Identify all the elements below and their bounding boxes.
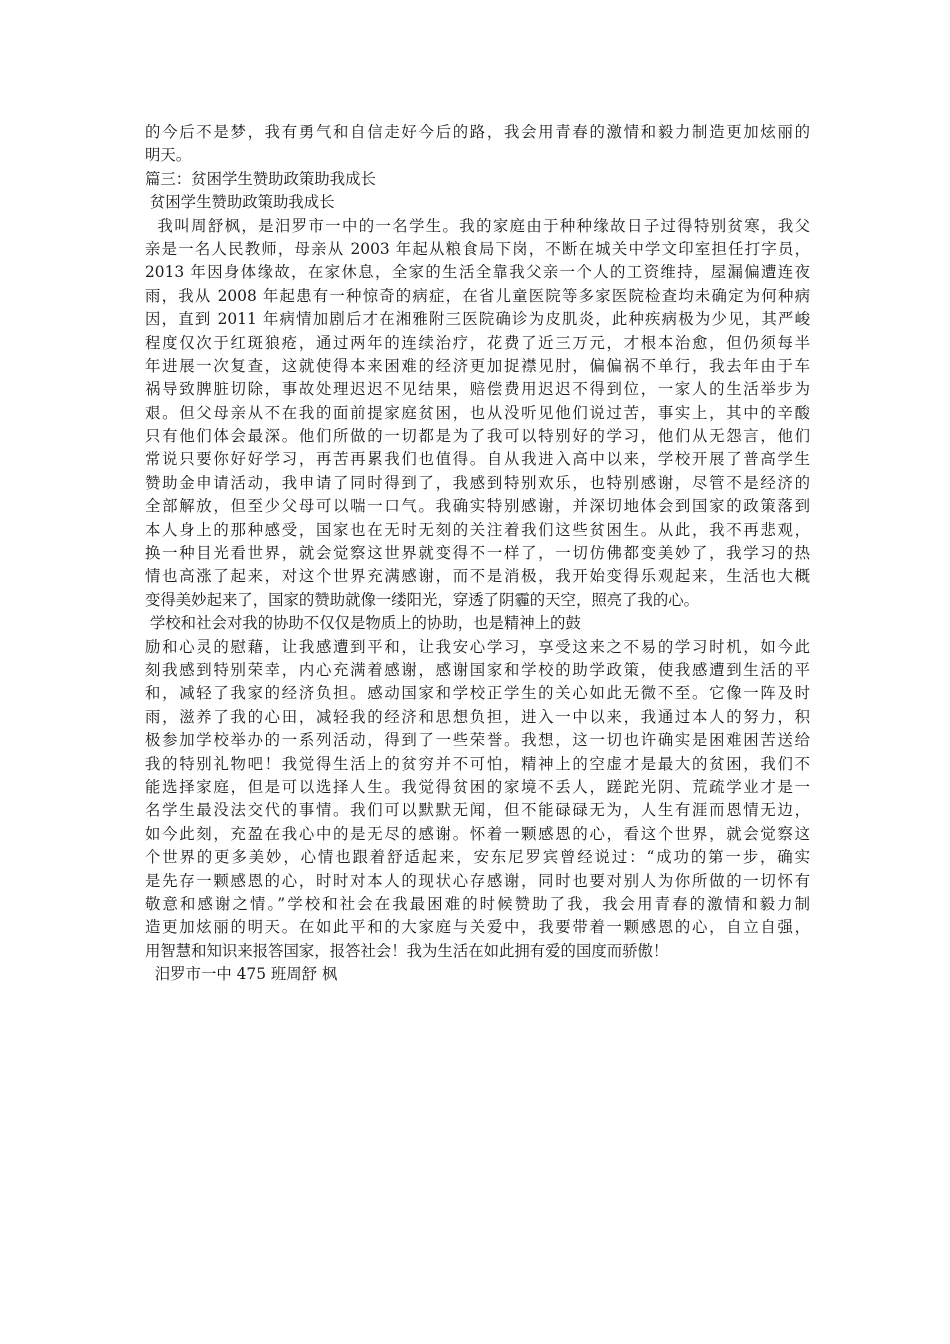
text-line: 情也高涨了起来，对这个世界充满感谢，而不是消极，我开始变得乐观起来，生活也大概 [145, 567, 810, 586]
text-line: 因，直到 2011 年病情加剧后才在湘雅附三医院确诊为皮肌炎，此种疾病极为少见，其严峻 [145, 310, 810, 329]
text-line: 的今后不是梦，我有勇气和自信走好今后的路，我会用青春的激情和毅力制造更加炫丽的 [145, 123, 810, 141]
text-line: 刻我感到特别荣幸，内心充满着感谢，感谢国家和学校的助学政策，使我感遭到生活的平 [145, 660, 810, 679]
text-line: 年进展一次复查，这就使得本来困难的经济更加捉襟见肘，偏偏祸不单行，我去年由于车 [145, 356, 810, 375]
text-line: 变得美妙起来了，国家的赞助就像一缕阳光，穿透了阴霾的天空，照亮了我的心。 [145, 590, 700, 609]
text-line: 2013 年因身体缘故，在家休息，全家的生活全靠我父亲一个人的工资维持，屋漏偏遭连夜 [145, 263, 810, 282]
text-line: 明天。 [145, 146, 192, 165]
text-line: 造更加炫丽的明天。在如此平和的大家庭与关爱中，我要带着一颗感恩的心，自立自强， [145, 918, 810, 937]
text-line: 我的特别礼物吧！我觉得生活上的贫穷并不可怕，精神上的空虚才是最大的贫困，我们不 [145, 754, 810, 773]
text-line: 赞助金申请活动，我申请了同时得到了，我感到特别欢乐，也特别感谢，尽管不是经济的 [145, 473, 810, 492]
document-body [145, 121, 810, 986]
text-line: 名学生最没法交代的事情。我们可以默默无闻，但不能碌碌无为，人生有涯而恩情无边， [145, 801, 810, 820]
text-line: 换一种目光看世界，就会觉察这世界就变得不一样了，一切仿佛都变美妙了，我学习的热 [145, 544, 810, 563]
text-line: 篇三：贫困学生赞助政策助我成长 [145, 169, 376, 188]
text-line: 常说只要你好好学习，再苦再累我们也值得。自从我进入高中以来，学校开展了普高学生 [145, 450, 810, 469]
text-line: 艰。但父母亲从不在我的面前提家庭贫困，也从没听见他们说过苦，事实上，其中的辛酸 [145, 403, 810, 422]
text-line: 亲是一名人民教师，母亲从 2003 年起从粮食局下岗，不断在城关中学文印室担任打字员， [145, 239, 810, 258]
text-line: 是先存一颗感恩的心，时时对本人的现状心存感谢，同时也要对别人为你所做的一切怀有 [145, 871, 810, 890]
text-line: 雨，我从 2008 年起患有一种惊奇的病症，在省儿童医院等多家医院检查均未确定为何种病 [145, 286, 810, 305]
text-line: 本人身上的那种感受，国家也在无时无刻的关注着我们这些贫困生。从此，我不再悲观， [145, 520, 810, 539]
text-line: 程度仅次于红斑狼疮，通过两年的连续治疗，花费了近三万元，才根本治愈，但仍须每半 [145, 333, 810, 352]
text-line: 雨，滋养了我的心田，减轻我的经济和思想负担，进入一中以来，我通过本人的努力，积 [145, 707, 810, 726]
text-line: 汨罗市一中 475 班周舒 枫 [145, 965, 338, 984]
text-line: 极参加学校举办的一系列活动，得到了一些荣誉。我想，这一切也许确实是困难困苦送给 [145, 731, 810, 750]
text-line: 敬意和感谢之情。”学校和社会在我最困难的时候赞助了我，我会用青春的激情和毅力制 [145, 894, 810, 913]
text-line: 全部解放，但至少父母可以喘一口气。我确实特别感谢，并深切地体会到国家的政策落到 [145, 497, 810, 516]
text-line: 和，减轻了我家的经济负担。感动国家和学校正学生的关心如此无微不至。它像一阵及时 [145, 684, 810, 703]
text-line: 个世界的更多美妙，心情也跟着舒适起来，安东尼罗宾曾经说过：“成功的第一步，确实 [145, 848, 810, 867]
text-line: 我叫周舒枫，是汨罗市一中的一名学生。我的家庭由于种种缘故日子过得特别贫寒，我父 [145, 216, 810, 235]
text-line: 学校和社会对我的协助不仅仅是物质上的协助，也是精神上的鼓 [145, 614, 581, 633]
text-line: 如今此刻，充盈在我心中的是无尽的感谢。怀着一颗感恩的心，看这个世界，就会觉察这 [145, 824, 810, 843]
text-line: 励和心灵的慰藉，让我感遭到平和，让我安心学习，享受这来之不易的学习时机，如今此 [145, 637, 810, 656]
text-line: 祸导致脾脏切除，事故处理迟迟不见结果，赔偿费用迟迟不得到位，一家人的生活举步为 [145, 380, 810, 399]
text-line: 用智慧和知识来报答国家，报答社会！我为生活在如此拥有爱的国度而骄傲！ [145, 941, 669, 960]
text-line: 只有他们体会最深。他们所做的一切都是为了我可以特别好的学习，他们从无怨言，他们 [145, 427, 810, 446]
text-line: 贫困学生赞助政策助我成长 [145, 193, 335, 212]
text-line: 能选择家庭，但是可以选择人生。我觉得贫困的家境不丢人，蹉跎光阴、荒疏学业才是一 [145, 777, 810, 796]
